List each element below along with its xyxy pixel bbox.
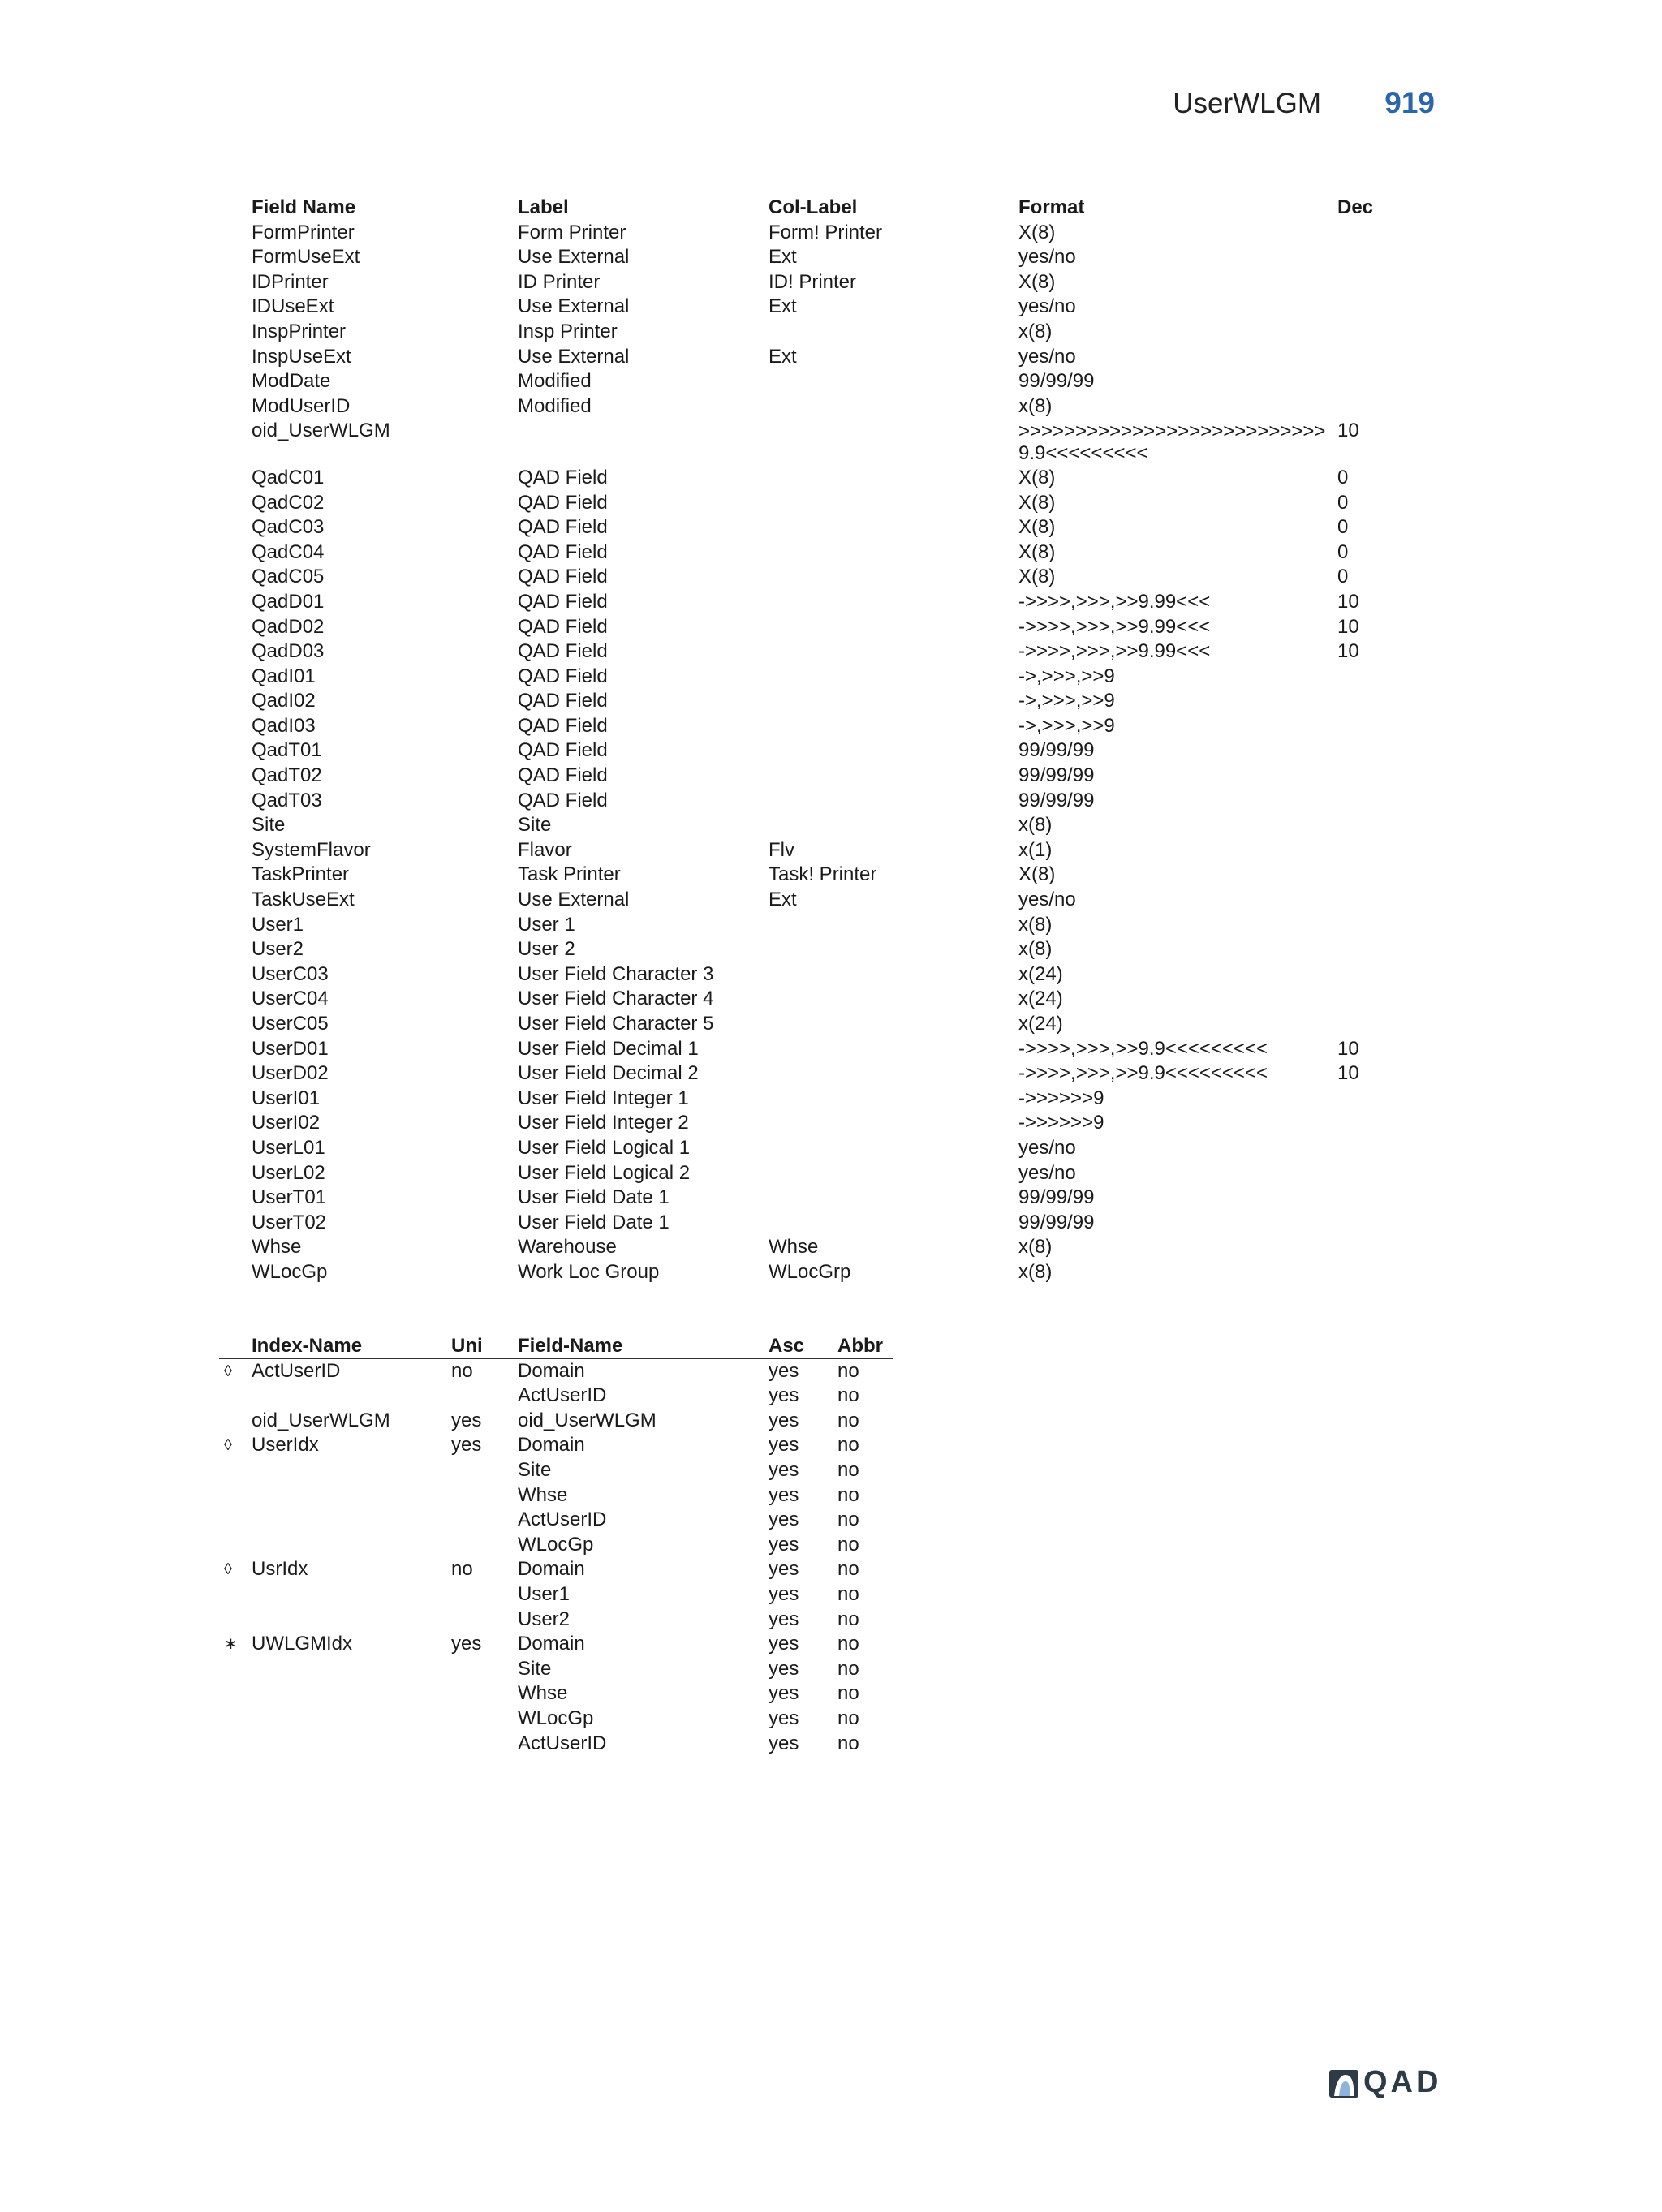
qad-logo-icon	[1329, 2070, 1358, 2098]
label-cell: User Field Date 1	[518, 1211, 670, 1233]
field-row	[252, 320, 1420, 345]
field-name-cell: FormPrinter	[252, 221, 355, 243]
label-cell: Insp Printer	[518, 320, 618, 342]
index-field-cell: Domain	[518, 1558, 585, 1581]
index-field-cell: User2	[518, 1607, 571, 1630]
index-field-cell: ActUserID	[518, 1384, 607, 1407]
index-field-cell: Whse	[518, 1682, 568, 1705]
label-cell: Work Loc Group	[518, 1260, 660, 1283]
format-cell: ->>>>,>>>,>>9.9<<<<<<<<<	[1018, 1062, 1268, 1085]
field-row	[252, 689, 1420, 714]
col-label-cell: Ext	[769, 345, 797, 368]
index-field-cell: Domain	[518, 1633, 585, 1655]
field-row	[252, 1037, 1420, 1062]
index-field-cell: WLocGp	[518, 1706, 594, 1729]
field-table-header	[252, 196, 1420, 221]
field-row	[252, 515, 1420, 540]
field-name-cell: UserT02	[252, 1211, 327, 1233]
dec-cell: 0	[1337, 491, 1349, 514]
index-name-cell: UWLGMIdx	[252, 1633, 353, 1655]
field-name-cell: QadC04	[252, 540, 325, 563]
field-name-cell: QadT02	[252, 764, 322, 787]
field-name-cell: IDUseExt	[252, 295, 334, 318]
index-field-cell: Site	[518, 1458, 552, 1481]
field-row	[252, 466, 1420, 491]
asc-cell: yes	[769, 1558, 799, 1581]
col-label-cell: Ext	[769, 246, 797, 269]
field-row	[252, 270, 1420, 295]
dec-cell: 10	[1337, 420, 1359, 442]
dec-cell: 10	[1337, 615, 1359, 638]
abbr-cell: no	[837, 1633, 859, 1655]
field-name-cell: QadD02	[252, 615, 325, 638]
format-cell: ->>>>,>>>,>>9.99<<<	[1018, 615, 1211, 638]
format-cell: X(8)	[1018, 270, 1056, 293]
field-row	[252, 813, 1420, 838]
format-cell: x(8)	[1018, 394, 1053, 417]
label-cell: QAD Field	[518, 615, 608, 638]
field-name-cell: QadI03	[252, 714, 316, 737]
field-name-cell: oid_UserWLGM	[252, 420, 390, 442]
field-name-cell: UserL02	[252, 1161, 325, 1184]
index-row	[219, 1557, 893, 1582]
asc-cell: yes	[769, 1533, 799, 1556]
format-cell: yes/no	[1018, 345, 1076, 368]
field-name-cell: SystemFlavor	[252, 838, 371, 861]
field-row	[252, 1111, 1420, 1136]
label-cell: QAD Field	[518, 491, 608, 514]
format-cell: x(8)	[1018, 913, 1053, 936]
index-field-cell: Domain	[518, 1434, 585, 1457]
format-cell: 99/99/99	[1018, 1186, 1095, 1209]
field-row	[252, 1260, 1420, 1285]
dec-cell: 10	[1337, 1037, 1359, 1060]
format-cell: yes/no	[1018, 295, 1076, 318]
asc-cell: yes	[769, 1657, 799, 1680]
label-cell: User 1	[518, 913, 575, 936]
field-table	[252, 196, 1420, 1285]
index-row	[219, 1508, 893, 1533]
field-row	[252, 615, 1420, 640]
index-row	[219, 1732, 893, 1757]
field-row	[252, 913, 1420, 938]
label-cell: QAD Field	[518, 690, 608, 712]
asc-cell: yes	[769, 1732, 799, 1754]
field-row	[252, 1087, 1420, 1112]
page-header	[0, 88, 1435, 128]
label-cell: User Field Character 5	[518, 1013, 714, 1035]
field-name-cell: UserL01	[252, 1136, 325, 1159]
format-cell: x(24)	[1018, 962, 1063, 985]
asc-cell: yes	[769, 1384, 799, 1407]
index-row	[219, 1384, 893, 1409]
field-row	[252, 962, 1420, 988]
field-name-cell: ModDate	[252, 370, 331, 393]
field-row	[252, 789, 1420, 814]
field-name-cell: QadI01	[252, 665, 316, 687]
format-cell: 99/99/99	[1018, 1211, 1095, 1233]
field-name-cell: UserT01	[252, 1186, 327, 1209]
field-row	[252, 1136, 1420, 1161]
format-cell: ->,>>>,>>9	[1018, 714, 1115, 737]
column-header-field-name: Field Name	[252, 196, 356, 218]
column-header-field-name: Field-Name	[518, 1335, 623, 1357]
index-field-cell: WLocGp	[518, 1533, 594, 1556]
field-row	[252, 937, 1420, 962]
field-name-cell: Site	[252, 814, 286, 837]
format-cell: ->,>>>,>>9	[1018, 690, 1115, 712]
column-header-asc: Asc	[769, 1335, 805, 1357]
index-row	[219, 1706, 893, 1732]
field-name-cell: TaskPrinter	[252, 863, 350, 886]
abbr-cell: no	[837, 1682, 859, 1705]
col-label-cell: Task! Printer	[769, 863, 877, 886]
unique-cell: no	[451, 1558, 473, 1581]
label-cell: Form Printer	[518, 221, 626, 243]
col-label-cell: Form! Printer	[769, 221, 883, 243]
label-cell: Modified	[518, 370, 592, 393]
unique-cell: yes	[451, 1409, 482, 1431]
format-cell: X(8)	[1018, 466, 1056, 488]
column-header-dec: Dec	[1337, 196, 1374, 218]
label-cell: User Field Decimal 2	[518, 1062, 699, 1085]
dec-cell: 0	[1337, 466, 1349, 488]
field-name-cell: QadC03	[252, 516, 325, 539]
index-field-cell: Site	[518, 1657, 552, 1680]
qad-logo-text: QAD	[1363, 2065, 1442, 2099]
format-cell: 99/99/99	[1018, 370, 1095, 393]
format-cell: yes/no	[1018, 1136, 1076, 1159]
index-row	[219, 1582, 893, 1607]
column-header-format: Format	[1018, 196, 1085, 218]
format-cell: ->>>>,>>>,>>9.9<<<<<<<<<	[1018, 1037, 1268, 1060]
index-row	[219, 1433, 893, 1458]
column-header-index-name: Index-Name	[252, 1335, 363, 1357]
label-cell: Use External	[518, 345, 630, 368]
abbr-cell: no	[837, 1558, 859, 1581]
format-cell: yes/no	[1018, 889, 1076, 911]
abbr-cell: no	[837, 1458, 859, 1481]
index-name-cell: oid_UserWLGM	[252, 1409, 390, 1431]
column-header-col-label: Col-Label	[769, 196, 858, 218]
field-row	[252, 888, 1420, 913]
field-row	[252, 565, 1420, 590]
col-label-cell: Ext	[769, 295, 797, 318]
field-name-cell: User2	[252, 938, 304, 961]
asc-cell: yes	[769, 1706, 799, 1729]
field-name-cell: FormUseExt	[252, 246, 360, 269]
abbr-cell: no	[837, 1434, 859, 1457]
index-row	[219, 1483, 893, 1508]
format-cell: x(8)	[1018, 1236, 1053, 1259]
label-cell: QAD Field	[518, 665, 608, 687]
asc-cell: yes	[769, 1458, 799, 1481]
format-cell: X(8)	[1018, 540, 1056, 563]
label-cell: QAD Field	[518, 466, 608, 488]
label-cell: QAD Field	[518, 714, 608, 737]
format-cell: ->>>>,>>>,>>9.99<<<	[1018, 590, 1211, 613]
label-cell: User Field Character 4	[518, 988, 714, 1010]
asc-cell: yes	[769, 1582, 799, 1605]
field-name-cell: QadC01	[252, 466, 325, 488]
field-row	[252, 738, 1420, 764]
index-field-cell: ActUserID	[518, 1732, 607, 1754]
label-cell: QAD Field	[518, 540, 608, 563]
field-name-cell: QadC02	[252, 491, 325, 514]
label-cell: QAD Field	[518, 739, 608, 762]
abbr-cell: no	[837, 1508, 859, 1531]
abbr-cell: no	[837, 1409, 859, 1431]
abbr-cell: no	[837, 1607, 859, 1630]
asc-cell: yes	[769, 1359, 799, 1382]
asc-cell: yes	[769, 1633, 799, 1655]
field-name-cell: UserD01	[252, 1037, 329, 1060]
field-name-cell: UserC04	[252, 988, 329, 1010]
field-name-cell: TaskUseExt	[252, 889, 355, 911]
abbr-cell: no	[837, 1657, 859, 1680]
format-cell: x(8)	[1018, 320, 1053, 342]
field-name-cell: QadC05	[252, 566, 325, 588]
index-marker-icon: ◊	[224, 1362, 232, 1380]
label-cell: QAD Field	[518, 640, 608, 663]
field-name-cell: Whse	[252, 1236, 302, 1259]
format-cell: ->>>>,>>>,>>9.99<<<	[1018, 640, 1211, 663]
qad-logo	[1329, 2065, 1451, 2101]
page-title: UserWLGM	[1173, 88, 1321, 119]
field-row	[252, 540, 1420, 566]
dec-cell: 0	[1337, 516, 1349, 539]
abbr-cell: no	[837, 1359, 859, 1382]
field-row	[252, 665, 1420, 690]
index-field-cell: oid_UserWLGM	[518, 1409, 657, 1431]
field-row	[252, 491, 1420, 516]
label-cell: User Field Integer 2	[518, 1112, 689, 1134]
col-label-cell: ID! Printer	[769, 270, 857, 293]
label-cell: QAD Field	[518, 566, 608, 588]
field-row	[252, 1186, 1420, 1211]
field-row	[252, 1235, 1420, 1260]
format-cell: ->>>>>>9	[1018, 1087, 1104, 1109]
format-cell: x(8)	[1018, 814, 1053, 837]
index-name-cell: ActUserID	[252, 1359, 341, 1382]
field-name-cell: UserC05	[252, 1013, 329, 1035]
label-cell: User 2	[518, 938, 575, 961]
format-cell: x(24)	[1018, 988, 1063, 1010]
field-name-cell: QadD03	[252, 640, 325, 663]
index-row	[219, 1632, 893, 1657]
col-label-cell: WLocGrp	[769, 1260, 851, 1283]
label-cell: Site	[518, 814, 552, 837]
field-name-cell: UserI02	[252, 1112, 321, 1134]
index-marker-icon: ◊	[224, 1436, 232, 1455]
field-row	[252, 419, 1420, 466]
format-cell: X(8)	[1018, 221, 1056, 243]
asc-cell: yes	[769, 1682, 799, 1705]
index-field-cell: Domain	[518, 1359, 585, 1382]
dec-cell: 10	[1337, 640, 1359, 663]
field-row	[252, 1161, 1420, 1186]
unique-cell: yes	[451, 1434, 482, 1457]
format-cell: X(8)	[1018, 516, 1056, 539]
field-row	[252, 639, 1420, 665]
field-name-cell: QadT01	[252, 739, 322, 762]
index-name-cell: UsrIdx	[252, 1558, 308, 1581]
index-name-cell: UserIdx	[252, 1434, 319, 1457]
field-row	[252, 863, 1420, 888]
unique-cell: yes	[451, 1633, 482, 1655]
field-name-cell: InspPrinter	[252, 320, 347, 342]
label-cell: QAD Field	[518, 764, 608, 787]
col-label-cell: Flv	[769, 838, 794, 861]
label-cell: Use External	[518, 246, 630, 269]
dec-cell: 10	[1337, 1062, 1359, 1085]
format-cell: x(8)	[1018, 938, 1053, 961]
index-row	[219, 1458, 893, 1483]
asc-cell: yes	[769, 1409, 799, 1431]
field-row	[252, 1211, 1420, 1236]
index-row	[219, 1607, 893, 1633]
field-row	[252, 221, 1420, 246]
field-name-cell: IDPrinter	[252, 270, 329, 293]
field-row	[252, 295, 1420, 320]
format-cell: ->,>>>,>>9	[1018, 665, 1115, 687]
index-field-cell: ActUserID	[518, 1508, 607, 1531]
index-row	[219, 1681, 893, 1706]
asc-cell: yes	[769, 1434, 799, 1457]
abbr-cell: no	[837, 1706, 859, 1729]
label-cell: QAD Field	[518, 590, 608, 613]
label-cell: Use External	[518, 889, 630, 911]
abbr-cell: no	[837, 1483, 859, 1506]
field-name-cell: ModUserID	[252, 394, 351, 417]
label-cell: ID Printer	[518, 270, 601, 293]
column-header-label: Label	[518, 196, 569, 218]
field-name-cell: QadD01	[252, 590, 325, 613]
label-cell: QAD Field	[518, 789, 608, 811]
index-field-cell: Whse	[518, 1483, 568, 1506]
label-cell: Use External	[518, 295, 630, 318]
field-row	[252, 838, 1420, 863]
field-name-cell: UserC03	[252, 962, 329, 985]
field-row	[252, 345, 1420, 370]
field-row	[252, 1012, 1420, 1037]
field-row	[252, 245, 1420, 270]
label-cell: User Field Character 3	[518, 962, 714, 985]
format-cell: ->>>>>>9	[1018, 1112, 1104, 1134]
label-cell: User Field Integer 1	[518, 1087, 689, 1109]
index-marker-icon: ∗	[224, 1635, 238, 1654]
asc-cell: yes	[769, 1607, 799, 1630]
index-table	[219, 1334, 893, 1756]
abbr-cell: no	[837, 1533, 859, 1556]
format-cell: yes/no	[1018, 246, 1076, 269]
format-cell: X(8)	[1018, 566, 1056, 588]
format-cell: x(1)	[1018, 838, 1053, 861]
format-cell: 99/99/99	[1018, 764, 1095, 787]
field-row	[252, 369, 1420, 394]
label-cell: User Field Decimal 1	[518, 1037, 699, 1060]
index-row	[219, 1359, 893, 1384]
col-label-cell: Whse	[769, 1236, 819, 1259]
abbr-cell: no	[837, 1582, 859, 1605]
index-field-cell: User1	[518, 1582, 571, 1605]
format-cell: 99/99/99	[1018, 789, 1095, 811]
dec-cell: 0	[1337, 566, 1349, 588]
page-number: 919	[1384, 86, 1435, 119]
abbr-cell: no	[837, 1384, 859, 1407]
dec-cell: 0	[1337, 540, 1349, 563]
field-name-cell: InspUseExt	[252, 345, 351, 368]
field-row	[252, 1061, 1420, 1087]
unique-cell: no	[451, 1359, 473, 1382]
index-row	[219, 1533, 893, 1558]
format-cell: 99/99/99	[1018, 739, 1095, 762]
field-row	[252, 590, 1420, 615]
index-marker-icon: ◊	[224, 1560, 232, 1579]
index-row	[219, 1657, 893, 1682]
label-cell: User Field Date 1	[518, 1186, 670, 1209]
label-cell: Task Printer	[518, 863, 621, 886]
field-row	[252, 394, 1420, 420]
field-name-cell: QadT03	[252, 789, 322, 811]
label-cell: Flavor	[518, 838, 572, 861]
field-name-cell: UserD02	[252, 1062, 329, 1085]
index-table-header	[219, 1334, 893, 1359]
field-row	[252, 714, 1420, 739]
field-row	[252, 987, 1420, 1012]
col-label-cell: Ext	[769, 889, 797, 911]
format-cell: x(24)	[1018, 1013, 1063, 1035]
asc-cell: yes	[769, 1483, 799, 1506]
index-row	[219, 1409, 893, 1434]
abbr-cell: no	[837, 1732, 859, 1754]
column-header-uni: Uni	[451, 1335, 483, 1357]
format-cell: X(8)	[1018, 491, 1056, 514]
field-name-cell: WLocGp	[252, 1260, 328, 1283]
label-cell: Warehouse	[518, 1236, 617, 1259]
label-cell: User Field Logical 2	[518, 1161, 691, 1184]
field-name-cell: User1	[252, 913, 304, 936]
format-cell: X(8)	[1018, 863, 1056, 886]
field-name-cell: QadI02	[252, 690, 316, 712]
format-cell: >>>>>>>>>>>>>>>>>>>>>>>>>>>9.9<<<<<<<<<	[1018, 420, 1326, 465]
asc-cell: yes	[769, 1508, 799, 1531]
field-row	[252, 764, 1420, 789]
column-header-abbr: Abbr	[837, 1335, 883, 1357]
label-cell: Modified	[518, 394, 592, 417]
dec-cell: 10	[1337, 590, 1359, 613]
format-cell: yes/no	[1018, 1161, 1076, 1184]
field-name-cell: UserI01	[252, 1087, 321, 1109]
label-cell: User Field Logical 1	[518, 1136, 691, 1159]
label-cell: QAD Field	[518, 516, 608, 539]
format-cell: x(8)	[1018, 1260, 1053, 1283]
